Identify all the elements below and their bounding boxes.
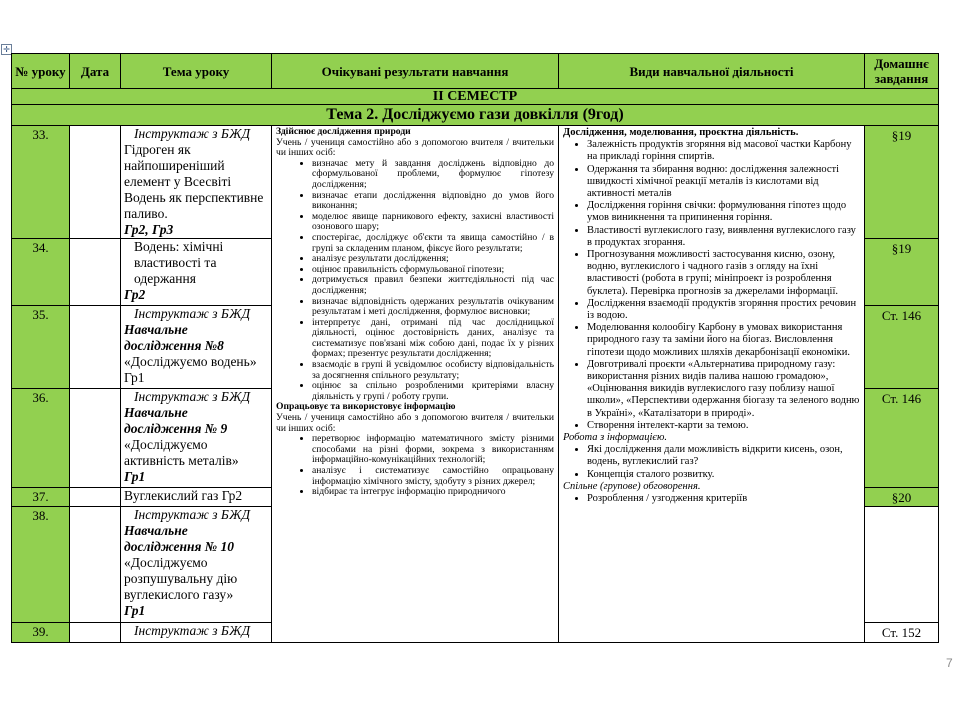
lesson-topic xyxy=(121,389,272,488)
list-item: • спостерігає, досліджує об'єкти та явища самостійно / в групі за складеним планом, фіксує його результати; xyxy=(312,233,554,254)
table-row xyxy=(12,126,939,239)
section-heading: Дослідження, моделювання, проєктна діяльність. xyxy=(563,127,799,138)
topic-line: «Досліджуємо водень» Гр1 xyxy=(124,354,257,385)
topic-line: «Досліджуємо розпушувальну дію вуглекислого газу» xyxy=(124,555,238,602)
bullet-list xyxy=(276,434,554,498)
list-item: • моделює явище парникового ефекту, захисні властивості озонового шару; xyxy=(312,212,554,233)
list-item: • визначає мету й завдання досліджень відповідно до сформульованої проблеми, формулює гіпотезу дослідження; xyxy=(312,159,554,191)
list-item: • взаємодіє в групі й усвідомлює особисту відповідальність за досягнення спільного результату; xyxy=(312,360,554,381)
topic-line: Навчальне дослідження №8 xyxy=(124,322,224,353)
lesson-number: 36. xyxy=(12,389,70,488)
homework: Ст. 152 xyxy=(865,623,939,643)
topic-line: Інструктаж з БЖД xyxy=(134,507,251,522)
list-item: • інтерпретує дані, отримані під час дослідницької діяльності, оцінює достовірність даних, аналізує та систематизує пов'язані між собою дані, подає їх у різних формах; презентує результати дослідження; xyxy=(312,318,554,360)
topic-line: Гр1 xyxy=(124,469,146,484)
lesson-date xyxy=(70,507,121,623)
paragraph: Учень / учениця самостійно або з допомогою вчителя / вчительки чи інших осіб: xyxy=(276,136,554,159)
subsection-label: Робота з інформацією. xyxy=(563,432,667,444)
list-item: • Концепція сталого розвитку. xyxy=(587,469,860,481)
list-item: • визначає відповідність одержаних результатів очікуваним результатам і меті дослідження, формулює висновки; xyxy=(312,297,554,318)
header-lesson-number: № уроку xyxy=(12,54,70,89)
move-handle-icon[interactable]: ✛ xyxy=(1,44,12,55)
lesson-date xyxy=(70,623,121,643)
list-item: • визначає етапи дослідження відповідно до умов його виконання; xyxy=(312,191,554,212)
topic-line: Водень: хімічні властивості та одержання xyxy=(134,239,224,286)
lesson-date xyxy=(70,389,121,488)
semester-row xyxy=(12,89,939,105)
lesson-plan-table xyxy=(11,53,938,647)
bullet-list xyxy=(563,444,860,481)
topic-line: Інструктаж з БЖД xyxy=(134,126,251,141)
topic-line: Інструктаж з БЖД xyxy=(134,389,251,404)
homework: §19 xyxy=(865,239,939,306)
lesson-number: 33. xyxy=(12,126,70,239)
expected-results-cell xyxy=(272,126,559,643)
activities-cell xyxy=(559,126,865,643)
list-item: • дотримується правил безпеки життєдіяльності під час дослідження; xyxy=(312,275,554,296)
header-homework: Домашнє завдання xyxy=(865,54,939,89)
subsection-label: Спільне (групове) обговорення. xyxy=(563,480,701,492)
bullet-list xyxy=(276,159,554,403)
topic-line: Гр1 xyxy=(124,603,146,618)
lesson-date xyxy=(70,488,121,507)
section-heading: Опрацьовує та використовує інформацію xyxy=(276,401,456,413)
list-item: • перетворює інформацію математичного змісту різними способами на різні форми, зокрема з використанням інформаційно-комунікаційних технологій; xyxy=(312,434,554,466)
header-activities: Види навчальної діяльності xyxy=(559,54,865,89)
homework: Ст. 146 xyxy=(865,306,939,389)
lesson-topic xyxy=(121,488,272,507)
theme-row xyxy=(12,105,939,126)
list-item: • Які дослідження дали можливість відкрити кисень, озон, водень, вуглекислий газ? xyxy=(587,444,860,468)
list-item: • аналізує і систематизує самостійно опрацьовану інформацію хімічного змісту, здобуту з різних джерел; xyxy=(312,466,554,487)
semester-title: ІІ СЕМЕСТР xyxy=(12,89,939,105)
lesson-topic xyxy=(121,126,272,239)
list-item: • оцінює за спільно розробленими критеріями власну діяльність у групі / роботу групи. xyxy=(312,381,554,402)
topic-line: Вуглекислий газ Гр2 xyxy=(124,488,243,503)
topic-line: Гідроген як найпоширеніший елемент у Всесвіті Водень як перспективне паливо. xyxy=(124,142,264,221)
lesson-topic xyxy=(121,507,272,623)
topic-line: Навчальне дослідження № 9 xyxy=(124,405,228,436)
list-item: • Прогнозування можливості застосування кисню, озону, водню, вуглекислого і чадного газів з огляду на їхні властивості (робота в групі; мініпроект із розроблення буклета). Перевірка прогнозів за джерелами інформації. xyxy=(587,249,860,298)
list-item: • Дослідження взаємодії продуктів згоряння простих речовин із водою. xyxy=(587,298,860,322)
homework xyxy=(865,507,939,623)
list-item: • оцінює правильність сформульованої гіпотези; xyxy=(312,265,554,276)
page-number: 7 xyxy=(946,656,953,670)
lesson-number: 39. xyxy=(12,623,70,643)
lesson-date xyxy=(70,126,121,239)
section-heading: Здійснює дослідження природи xyxy=(276,126,411,137)
lesson-topic xyxy=(121,239,272,306)
lesson-number: 34. xyxy=(12,239,70,306)
bullet-list xyxy=(563,139,860,432)
lesson-number: 37. xyxy=(12,488,70,507)
lesson-topic xyxy=(121,306,272,389)
lesson-date xyxy=(70,239,121,306)
list-item: • Властивості вуглекислого газу, виявлення вуглекислого газу в продуктах згорання. xyxy=(587,225,860,249)
list-item: • відбирає та інтегрує інформацію природничого xyxy=(312,487,554,498)
homework: §20 xyxy=(865,488,939,507)
topic-line: Гр2, Гр3 xyxy=(124,222,174,237)
list-item: • Довготривалі проєкти «Альтернатива природному газу: використання різних видів палива нашою громадою», «Оцінювання викидів вуглекислого газу поблизу нашої школи», «Перспективи одержання біогазу та зеленого водню в Україні», «Каталізатори в природі». xyxy=(587,359,860,420)
lesson-topic xyxy=(121,623,272,643)
header-expected-results: Очікувані результати навчання xyxy=(272,54,559,89)
list-item: • Залежність продуктів згоряння від масової частки Карбону на прикладі горіння спиртів. xyxy=(587,139,860,163)
paragraph: Учень / учениця самостійно або з допомогою вчителя / вчительки чи інших осіб: xyxy=(276,412,554,434)
list-item: • Розроблення / узгодження критеріїв xyxy=(587,493,860,505)
lesson-number: 35. xyxy=(12,306,70,389)
header-row xyxy=(12,54,939,89)
list-item: • Дослідження горіння свічки: формулювання гіпотез щодо умов виникнення та припинення горіння. xyxy=(587,200,860,224)
header-date: Дата xyxy=(70,54,121,89)
homework: Ст. 146 xyxy=(865,389,939,488)
topic-line: Інструктаж з БЖД xyxy=(134,306,251,321)
list-item: • Створення інтелект-карти за темою. xyxy=(587,420,860,432)
lesson-date xyxy=(70,306,121,389)
topic-line: Інструктаж з БЖД xyxy=(134,623,251,638)
topic-line: «Досліджуємо активність металів» xyxy=(124,437,239,468)
theme-title: Тема 2. Досліджуємо гази довкілля (9год) xyxy=(12,105,939,126)
list-item: • аналізує результати дослідження; xyxy=(312,254,554,265)
header-topic: Тема уроку xyxy=(121,54,272,89)
topic-line: Гр2 xyxy=(124,287,146,302)
bullet-list xyxy=(563,493,860,505)
lesson-number: 38. xyxy=(12,507,70,623)
list-item: • Одержання та збирання водню: дослідження залежності швидкості хімічної реакції металів із кислотами від активності металів xyxy=(587,164,860,201)
topic-line: Навчальне дослідження № 10 xyxy=(124,523,235,554)
list-item: • Моделювання колообігу Карбону в умовах використання природного газу та заміни його на біогаз. Висловлення гіпотези щодо можливих шляхів декарбонізації економіки. xyxy=(587,322,860,359)
homework: §19 xyxy=(865,126,939,239)
